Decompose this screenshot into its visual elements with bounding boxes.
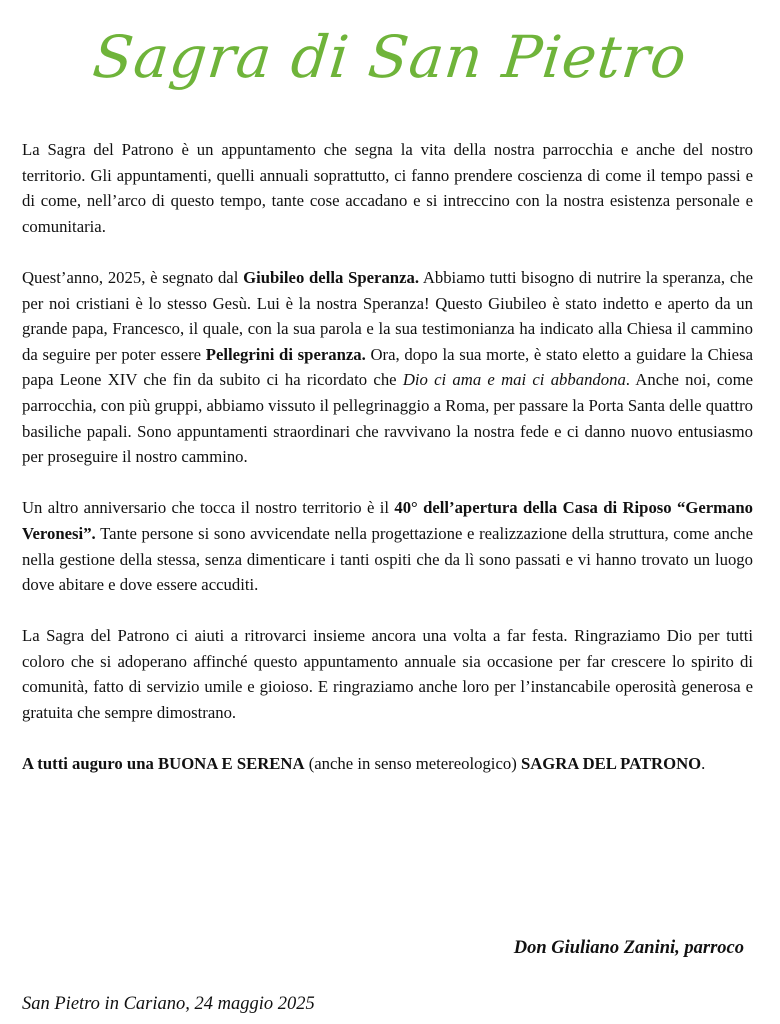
letter-body <box>22 137 753 777</box>
text-run: Abbiamo tutti bisogno di nutrire la speranza, che per noi cristiani è lo stesso Gesù. Lui è la nostra Speranza! Questo Giubileo è stato indetto e aperto da un grande papa, Francesco, il quale, con la sua parola e la sua testimonianza ha indicato alla Chiesa il cammino da seguire per poter essere <box>22 267 753 364</box>
page-title: Sagra di San Pietro <box>89 23 691 91</box>
paragraph <box>22 623 753 725</box>
bold-text: Giubileo della Speranza. <box>243 267 419 287</box>
italic-text: Dio ci ama e mai ci abbandona <box>402 370 626 390</box>
text-run: Quest’anno, 2025, è segnato dal <box>22 267 244 287</box>
text-run: La Sagra del Patrono è un appuntamento che segna la vita della nostra parrocchia e anche del nostro territorio. Gli appuntamenti, quelli annuali soprattutto, ci fanno prendere coscienza di come il tempo passi e di come, nell’arco di questo tempo, tante cose accadano e si intreccino con la nostra esistenza personale e comunitaria. <box>22 140 753 236</box>
place-date: San Pietro in Cariano, 24 maggio 2025 <box>22 994 315 1014</box>
text-run: La Sagra del Patrono ci aiuti a ritrovarci insieme ancora una volta a far festa. Ringraziamo Dio per tutti coloro che si adoperano affinché questo appuntamento annuale sia occasione per far crescere lo spirito di comunità, fatto di servizio umile e gioioso. E ringraziamo anche loro per l’instancabile operosità generosa e gratuita che sempre dimostrano. <box>22 626 753 723</box>
paragraph <box>22 137 753 239</box>
text-run: (anche in senso metereologico) <box>304 754 521 774</box>
signature: Don Giuliano Zanini, parroco <box>513 938 744 958</box>
text-run: Un altro anniversario che tocca il nostro territorio è il <box>22 498 395 518</box>
bold-text: A tutti auguro una BUONA E SERENA <box>22 754 305 774</box>
text-run: . <box>701 754 706 774</box>
paragraph <box>22 265 753 470</box>
bold-text: Pellegrini di speranza. <box>205 344 366 364</box>
text-run: Ora, dopo la sua morte, è stato eletto a guidare la Chiesa papa Leone XIV che fin da subito ci ha ricordato che <box>22 344 753 390</box>
paragraph <box>22 495 753 597</box>
bold-text: SAGRA DEL PATRONO <box>520 754 702 774</box>
text-run: . Anche noi, come parrocchia, con più gruppi, abbiamo vissuto il pellegrinaggio a Roma, per passare la Porta Santa delle quattro basiliche papali. Sono appuntamenti straordinari che ravvivano la nostra fede e ci danno nuovo entusiasmo per proseguire il nostro cammino. <box>22 370 754 467</box>
text-run: Tante persone si sono avvicendate nella progettazione e realizzazione della struttura, come anche nella gestione della stessa, senza dimenticare i tanti ospiti che da lì sono passati e vi hanno trovato un luogo dove abitare e dove essere accuditi. <box>22 523 753 595</box>
closing-greeting <box>22 751 753 777</box>
bold-text: 40° dell’apertura della Casa di Riposo “Germano Veronesi”. <box>22 498 754 543</box>
